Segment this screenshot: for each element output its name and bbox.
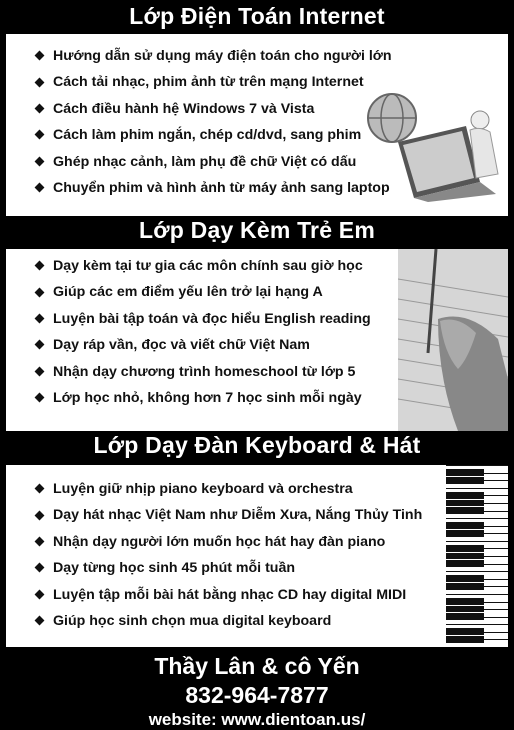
diamond-bullet-icon	[35, 104, 45, 114]
key-separator	[446, 526, 508, 527]
section-title-computer: Lớp Điện Toán Internet	[129, 3, 385, 29]
panel-keyboard	[6, 465, 508, 647]
key-separator	[446, 609, 508, 610]
diamond-bullet-icon	[35, 77, 45, 87]
key-separator	[446, 624, 508, 625]
list-item: Ghép nhạc cảnh, làm phụ đề chữ Việt có dấu	[36, 149, 392, 175]
diamond-bullet-icon	[35, 51, 45, 61]
key-separator	[446, 503, 508, 504]
diamond-bullet-icon	[35, 314, 45, 324]
diamond-bullet-icon	[35, 563, 45, 573]
key-separator	[446, 617, 508, 618]
key-separator	[446, 639, 508, 640]
key-separator	[446, 518, 508, 519]
diamond-bullet-icon	[35, 484, 45, 494]
diamond-bullet-icon	[35, 340, 45, 350]
list-item: Dạy hát nhạc Việt Nam như Diễm Xưa, Nắng Thủy Tinh	[36, 502, 422, 528]
section-title-keyboard: Lớp Dạy Đàn Keyboard & Hát	[93, 432, 421, 458]
key-separator	[446, 480, 508, 481]
diamond-bullet-icon	[35, 616, 45, 626]
website-link[interactable]: website: www.dientoan.us/	[148, 710, 366, 729]
list-item: Dạy ráp vần, đọc và viết chữ Việt Nam	[36, 332, 371, 358]
list-item: Cách điều hành hệ Windows 7 và Vista	[36, 96, 392, 122]
key-separator	[446, 632, 508, 633]
key-separator	[446, 465, 508, 466]
list-item: Giúp học sinh chọn mua digital keyboard	[36, 608, 422, 634]
diamond-bullet-icon	[35, 287, 45, 297]
diamond-bullet-icon	[35, 183, 45, 193]
panel-tutoring	[6, 249, 508, 431]
diamond-bullet-icon	[35, 510, 45, 520]
diamond-bullet-icon	[35, 537, 45, 547]
phone-number: 832-964-7877	[185, 682, 329, 708]
key-separator	[446, 533, 508, 534]
list-item: Chuyển phim và hình ảnh từ máy ảnh sang laptop	[36, 175, 392, 201]
key-separator	[446, 511, 508, 512]
diamond-bullet-icon	[35, 393, 45, 403]
section-title-tutoring: Lớp Dạy Kèm Trẻ Em	[139, 217, 375, 243]
diamond-bullet-icon	[35, 156, 45, 166]
list-item: Luyện tập mỗi bài hát bằng nhạc CD hay digital MIDI	[36, 582, 422, 608]
key-separator	[446, 556, 508, 557]
list-item: Nhận dạy chương trình homeschool từ lớp 5	[36, 359, 371, 385]
diamond-bullet-icon	[35, 589, 45, 599]
list-item: Dạy kèm tại tư gia các môn chính sau giờ học	[36, 253, 371, 279]
piano-keys-graphic	[446, 465, 508, 647]
laptop-globe-illustration	[358, 82, 506, 202]
list-item: Dạy từng học sinh 45 phút mỗi tuần	[36, 555, 422, 581]
key-separator	[446, 495, 508, 496]
key-separator	[446, 548, 508, 549]
key-separator	[446, 571, 508, 572]
list-item: Lớp học nhỏ, không hơn 7 học sinh mỗi ngày	[36, 385, 371, 411]
diamond-bullet-icon	[35, 366, 45, 376]
list-item: Hướng dẫn sử dụng máy điện toán cho người lớn	[36, 43, 392, 69]
panel-computer	[6, 34, 508, 216]
key-separator	[446, 541, 508, 542]
list-item: Giúp các em điểm yếu lên trở lại hạng A	[36, 279, 371, 305]
list-item: Cách tải nhạc, phim ảnh từ trên mạng Internet	[36, 69, 392, 95]
hand-writing-illustration	[398, 249, 508, 431]
list-item: Nhận dạy người lớn muốn học hát hay đàn piano	[36, 529, 422, 555]
key-separator	[446, 586, 508, 587]
list-item: Luyện bài tập toán và đọc hiểu English reading	[36, 306, 371, 332]
teachers-name: Thầy Lân & cô Yến	[154, 653, 360, 679]
key-separator	[446, 488, 508, 489]
tutoring-list	[36, 253, 371, 411]
diamond-bullet-icon	[35, 130, 45, 140]
keyboard-list	[36, 476, 422, 634]
key-separator	[446, 564, 508, 565]
key-separator	[446, 579, 508, 580]
computer-list	[36, 43, 392, 201]
diamond-bullet-icon	[35, 261, 45, 271]
list-item: Luyện giữ nhịp piano keyboard và orchestra	[36, 476, 422, 502]
key-separator	[446, 594, 508, 595]
key-separator	[446, 473, 508, 474]
key-separator	[446, 602, 508, 603]
list-item: Cách làm phim ngắn, chép cd/dvd, sang phim	[36, 122, 392, 148]
